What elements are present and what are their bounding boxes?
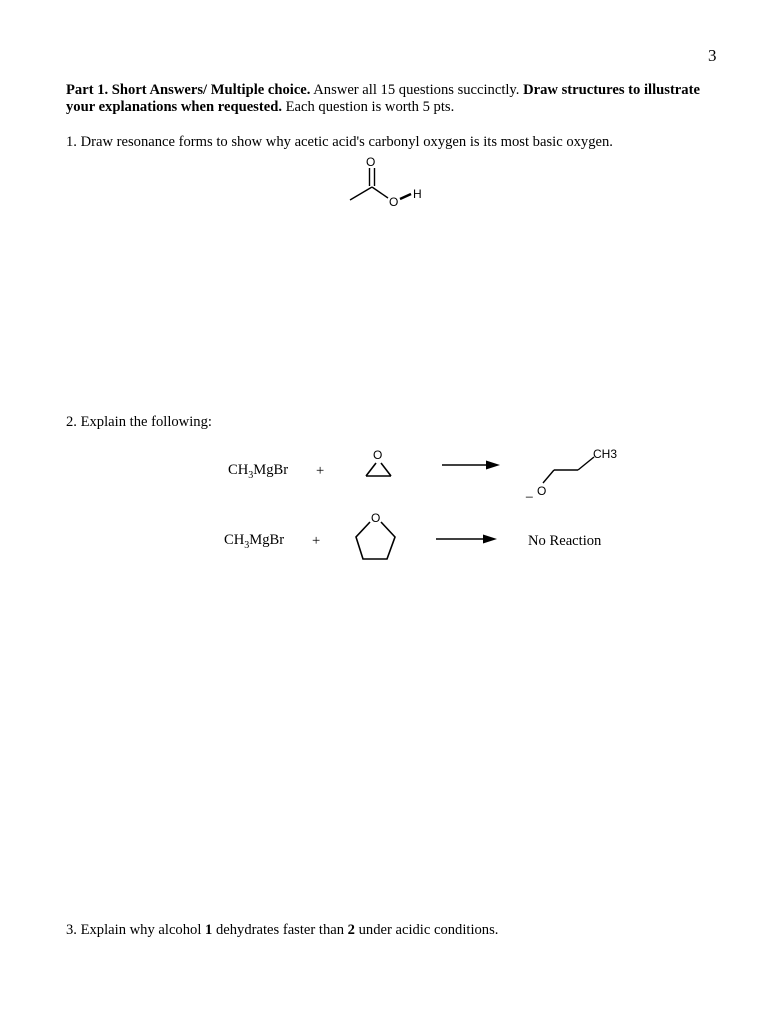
part1-bold-instruction: Draw structures to illustrate your explanations when requested. [66,82,700,115]
part1-text1: Answer all 15 questions succinctly. [310,82,524,98]
product-charge: _ [526,484,533,498]
page-number: 3 [708,46,717,65]
reagent-prefix-1: CH [228,462,249,478]
part1-heading: Part 1. Short Answers/ Multiple choice. [66,82,311,98]
acetic-hydrogen: H [413,187,422,201]
q3-prefix: 3. Explain why alcohol [66,922,206,938]
product-ch3: CH3 [593,447,618,461]
epoxide-o: O [373,448,383,462]
reagent-label-2 [224,532,284,551]
product-o: O [537,484,547,498]
arrow-head-1 [486,461,500,470]
plus-sign-1: + [316,463,325,479]
thf-ring [356,522,395,559]
q3-suffix: under acidic conditions. [354,922,499,938]
question-2-text: 2. Explain the following: [66,414,212,430]
acetic-acid-structure [350,168,411,200]
epoxide-ring [366,463,391,476]
reagent-label-1 [228,462,288,481]
question-3-text [66,922,498,939]
q3-middle: dehydrates faster than [212,922,348,938]
arrow-head-2 [483,535,497,544]
part1-text2: Each question is worth 5 pts. [281,99,455,115]
reagent-prefix-2: CH [224,532,245,548]
question-1-text: 1. Draw resonance forms to show why acetic acid's carbonyl oxygen is its most basic oxygen. [66,134,613,150]
reagent-subscript-2: 3 [244,539,250,551]
thf-o: O [371,511,381,525]
alkoxide-product [543,457,594,483]
q3-alcohol-1: 1 [205,922,213,938]
reagent-suffix-2: MgBr [249,532,285,548]
acetic-carbonyl-o: O [366,155,376,169]
q3-alcohol-2: 2 [347,922,355,938]
reagent-subscript-1: 3 [248,469,254,481]
no-reaction-label: No Reaction [528,533,602,549]
reagent-suffix-1: MgBr [253,462,289,478]
plus-sign-2: + [312,533,321,549]
acetic-hydroxyl-o: O [389,195,399,209]
